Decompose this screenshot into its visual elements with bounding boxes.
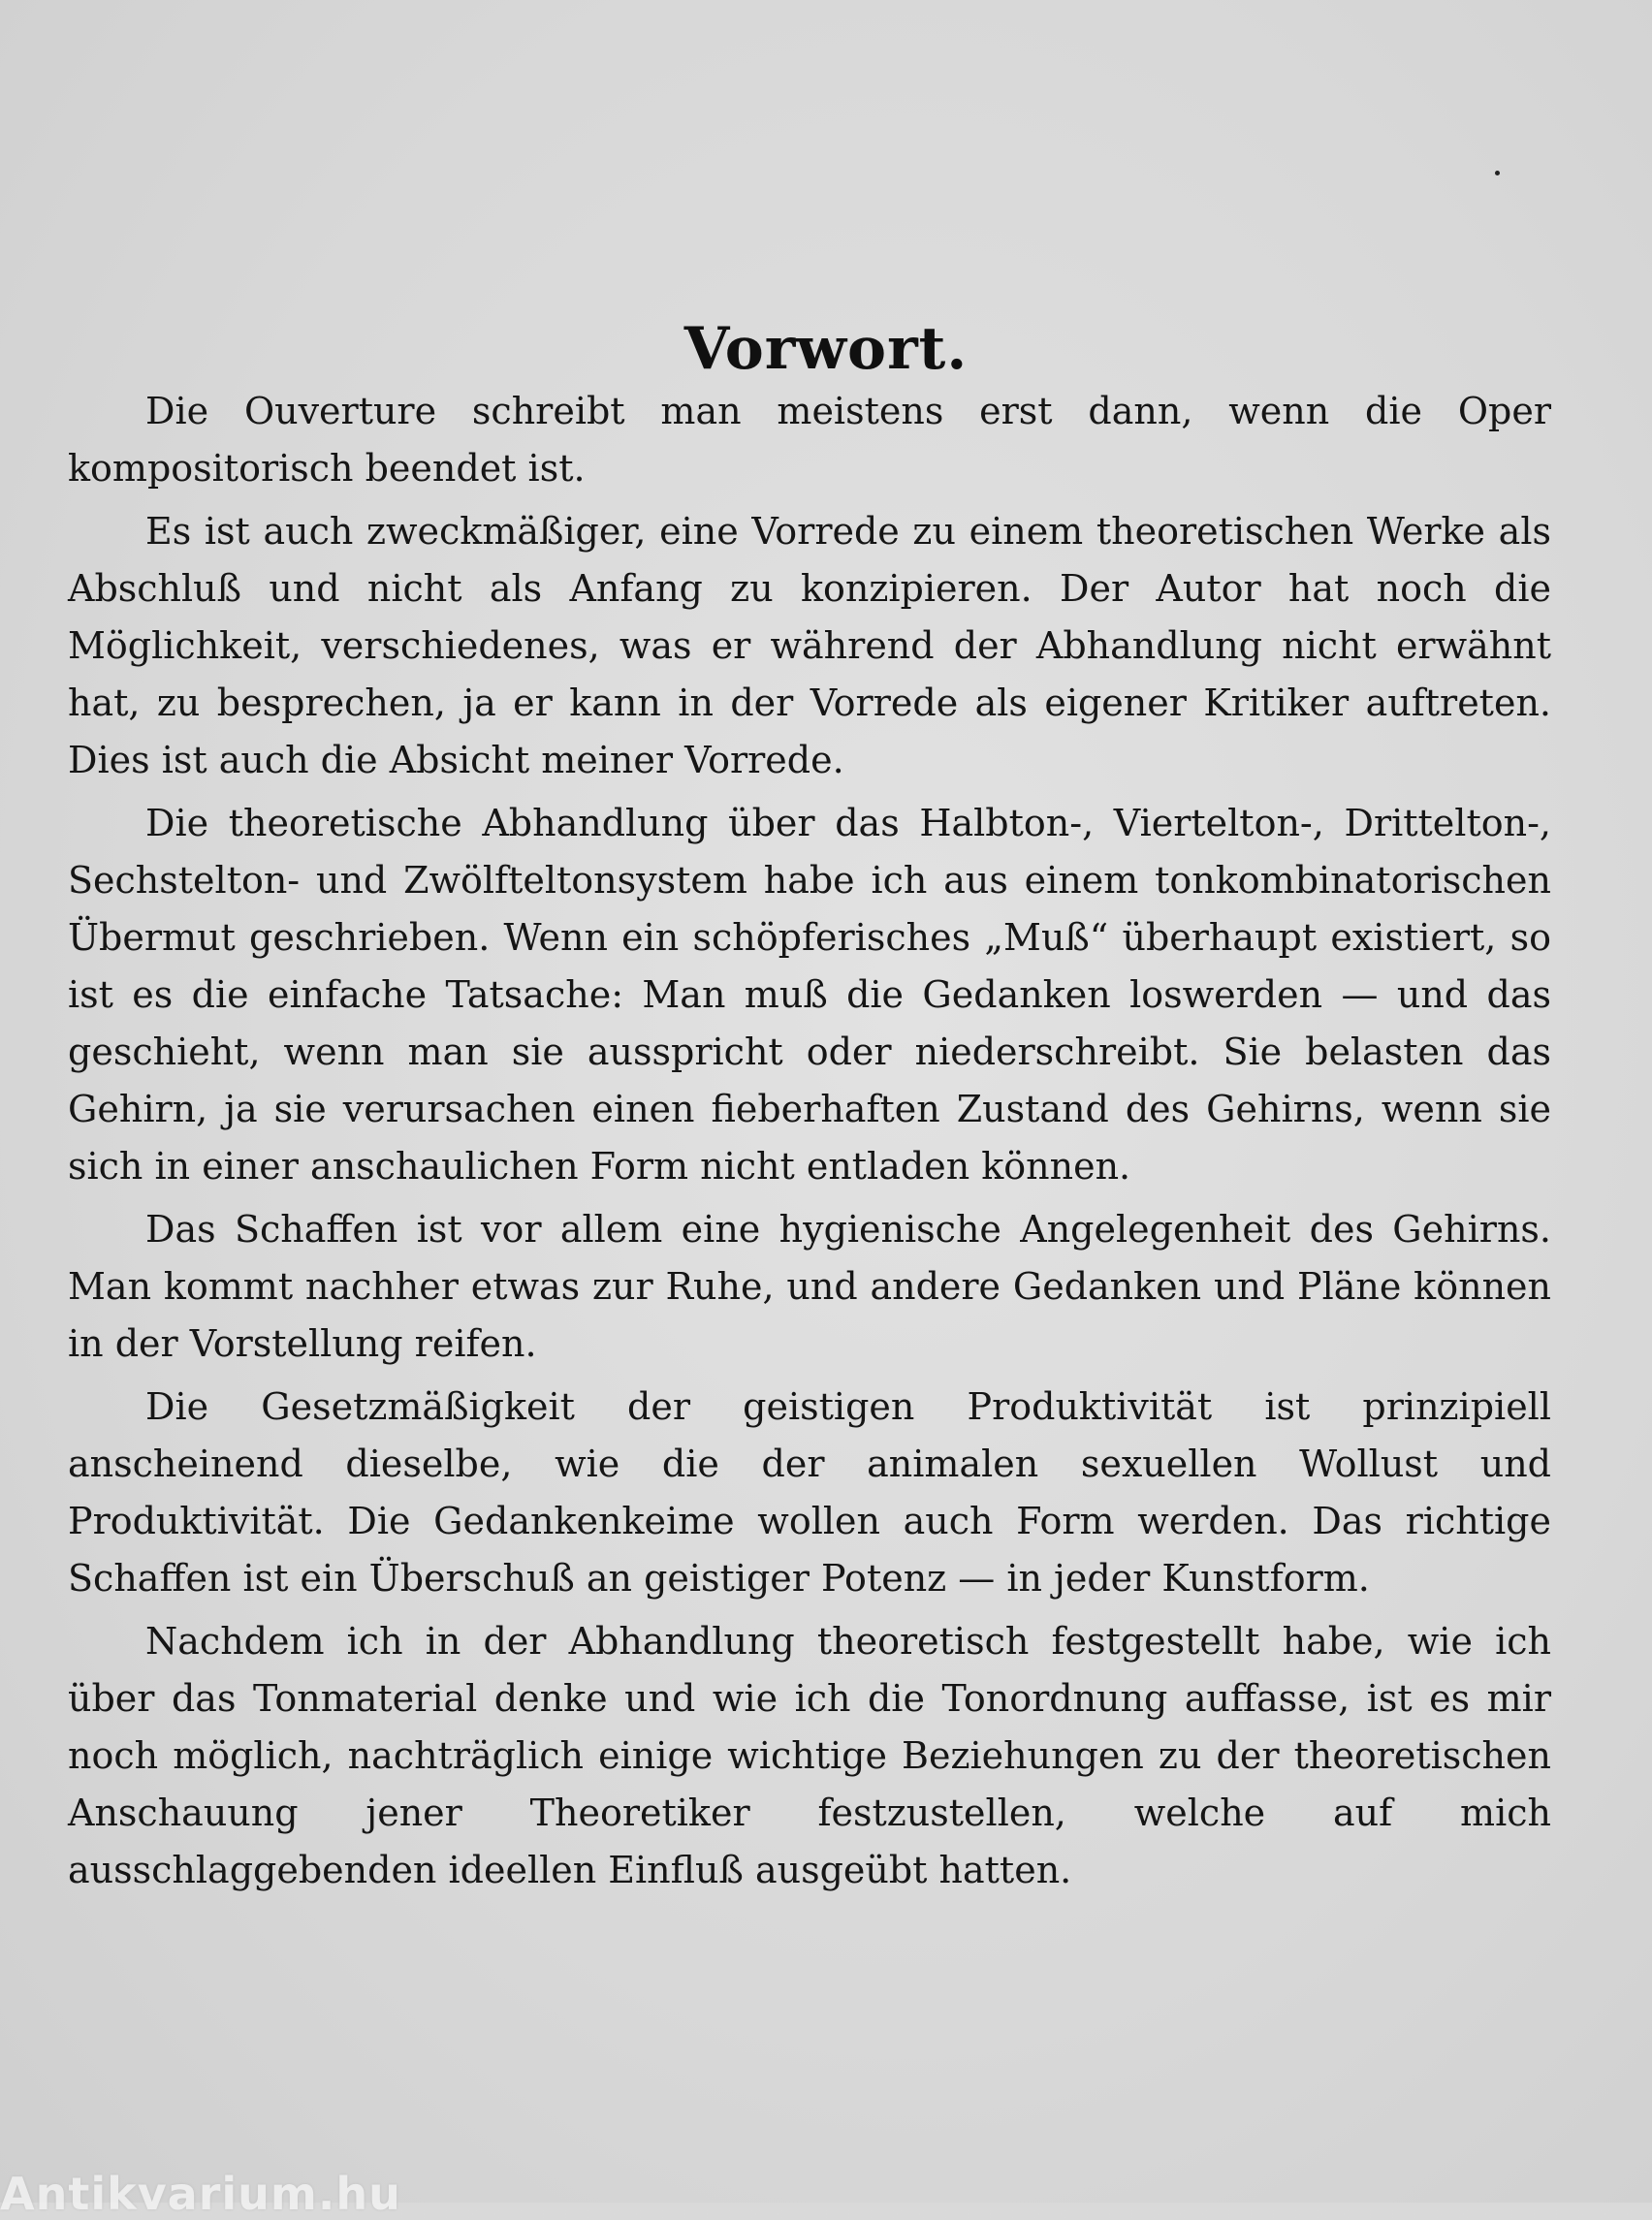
paragraph-2: Es ist auch zweckmäßiger, eine Vorrede zu einem theoretischen Werke als Abschluß und nicht als Anfang zu konzipieren. Der Autor hat noch die Möglichkeit, verschiedenes, was er während der Abhandlung nicht erwähnt hat, zu besprechen, ja er kann in der Vorrede als eigener Kritiker auftreten. Dies ist auch die Absicht meiner Vorrede. — [68, 510, 1551, 781]
page-title: Vorwort. — [683, 315, 969, 384]
ink-speck — [1495, 171, 1500, 175]
paragraph-5: Die Gesetzmäßigkeit der geistigen Produktivität ist prinzipiell anscheinend dieselbe, wie die der animalen sexuellen Wollust und Produktivität. Die Gedankenkeime wollen auch Form werden. Das richtige Schaffen ist ein Überschuß an geistiger Potenz — in jeder Kunstform. — [68, 1385, 1551, 1600]
paragraph-4: Das Schaffen ist vor allem eine hygienische Angelegenheit des Gehirns. Man kommt nachher etwas zur Ruhe, und andere Gedanken und Pläne können in der Vorstellung reifen. — [68, 1208, 1551, 1365]
watermark: Antikvarium.hu — [0, 2168, 401, 2220]
paragraph-1: Die Ouverture schreibt man meistens erst dann, wenn die Oper kompositorisch beendet ist. — [68, 390, 1551, 490]
paragraph-3: Die theoretische Abhandlung über das Halbton-, Viertelton-, Drittelton-, Sechstelton- und Zwölfteltonsystem habe ich aus einem tonkombinatorischen Übermut geschrieben. Wenn ein schöpferisches „Muß“ überhaupt existiert, so ist es die einfache Tatsache: Man muß die Gedanken loswerden — und das geschieht, wenn man sie ausspricht oder niederschreibt. Sie belasten das Gehirn, ja sie verursachen einen fieberhaften Zustand des Gehirns, wenn sie sich in einer anschaulichen Form nicht entladen können. — [68, 802, 1551, 1188]
body-text — [68, 383, 1551, 1905]
paragraph-6: Nachdem ich in der Abhandlung theoretisch festgestellt habe, wie ich über das Tonmaterial denke und wie ich die Tonordnung auffasse, ist es mir noch möglich, nachträglich einige wichtige Beziehungen zu der theoretischen Anschauung jener Theoretiker festzustellen, welche auf mich ausschlaggebenden ideellen Einfluß ausgeübt hatten. — [68, 1620, 1551, 1891]
